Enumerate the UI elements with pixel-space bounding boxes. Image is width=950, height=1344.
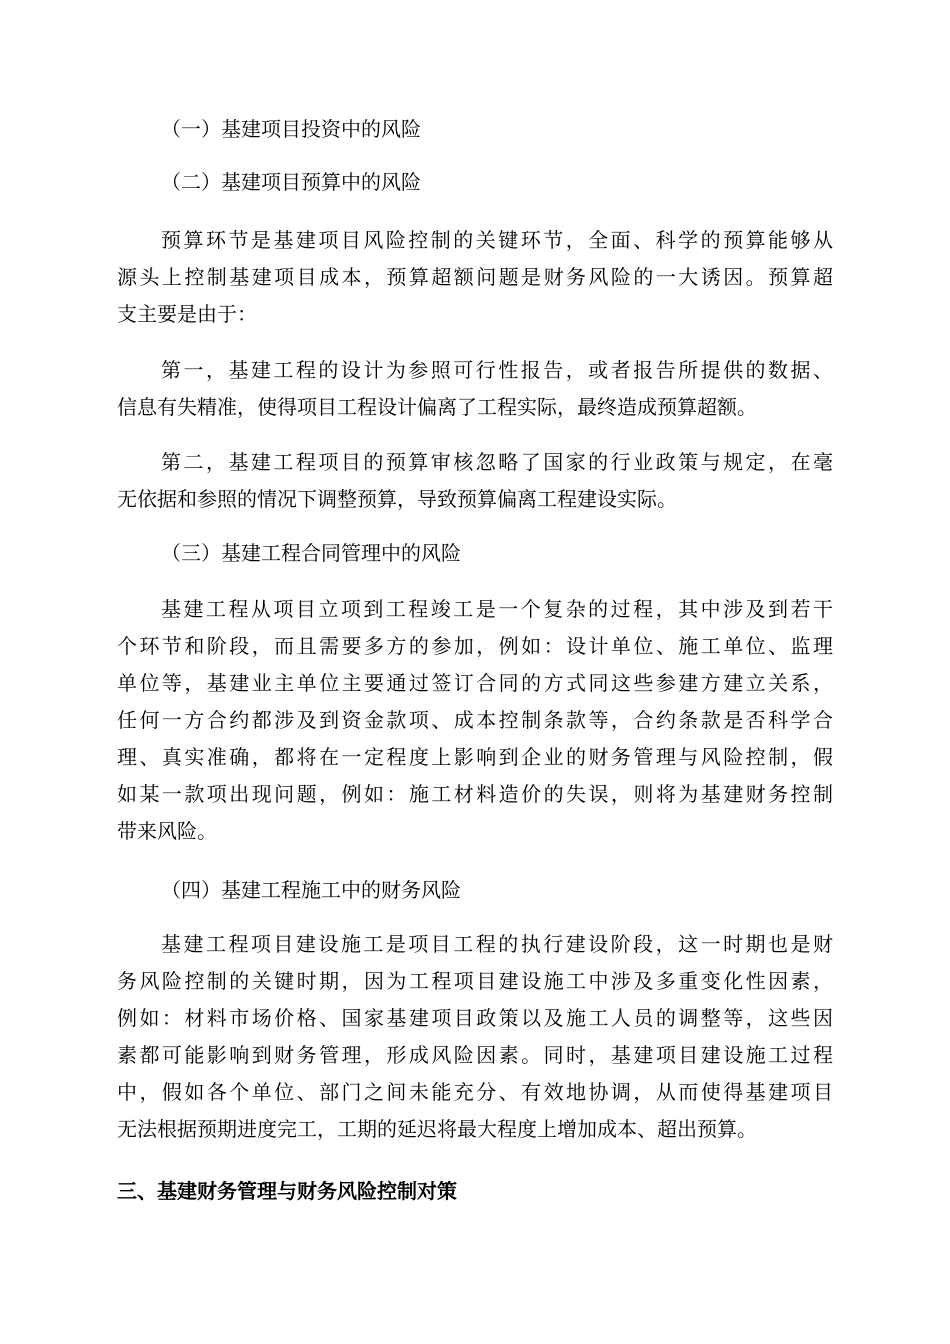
paragraph-line: 例如：材料市场价格、国家基建项目政策以及施工人员的调整等，这些因 [117, 1006, 833, 1030]
subsection-heading-budget-risk: （二）基建项目预算中的风险 [161, 170, 421, 194]
paragraph-line: 信息有失精准，使得项目工程设计偏离了工程实际，最终造成预算超额。 [117, 395, 757, 419]
paragraph-first-reason [117, 352, 833, 426]
paragraph-line: 第二，基建工程项目的预算审核忽略了国家的行业政策与规定，在毫 [161, 450, 833, 474]
paragraph-construction [117, 926, 833, 1148]
subsection-heading-contract-risk: （三）基建工程合同管理中的风险 [161, 541, 461, 565]
paragraph-second-reason [117, 444, 833, 518]
subsection-heading-investment-risk: （一）基建项目投资中的风险 [161, 117, 421, 141]
paragraph-line: 无依据和参照的情况下调整预算，导致预算偏离工程建设实际。 [117, 487, 677, 511]
paragraph-line: 预算环节是基建项目风险控制的关键环节，全面、科学的预算能够从 [161, 228, 833, 252]
paragraph-line: 如某一款项出现问题，例如：施工材料造价的失误，则将为基建财务控制 [117, 782, 833, 806]
paragraph-line: 单位等，基建业主单位主要通过签订合同的方式同这些参建方建立关系， [117, 671, 833, 695]
paragraph-line: 务风险控制的关键时期，因为工程项目建设施工中涉及多重变化性因素， [117, 969, 833, 993]
subsection-heading-construction-risk: （四）基建工程施工中的财务风险 [161, 878, 461, 902]
paragraph-budget-intro [117, 222, 833, 333]
paragraph-line: 任何一方合约都涉及到资金款项、成本控制条款等，合约条款是否科学合 [117, 708, 833, 732]
paragraph-line: 支主要是由于： [117, 302, 257, 326]
paragraph-line: 个环节和阶段，而且需要多方的参加，例如：设计单位、施工单位、监理 [117, 634, 833, 658]
paragraph-line: 基建工程从项目立项到工程竣工是一个复杂的过程，其中涉及到若干 [161, 597, 833, 621]
paragraph-contract [117, 591, 833, 850]
paragraph-line: 中，假如各个单位、部门之间未能充分、有效地协调，从而使得基建项目 [117, 1080, 833, 1104]
paragraph-line: 无法根据预期进度完工，工期的延迟将最大程度上增加成本、超出预算。 [117, 1117, 757, 1141]
paragraph-line: 基建工程项目建设施工是项目工程的执行建设阶段，这一时期也是财 [161, 932, 833, 956]
paragraph-line: 源头上控制基建项目成本，预算超额问题是财务风险的一大诱因。预算超 [117, 265, 833, 289]
paragraph-line: 带来风险。 [117, 819, 217, 843]
paragraph-line: 素都可能影响到财务管理，形成风险因素。同时，基建项目建设施工过程 [117, 1043, 833, 1067]
paragraph-line: 第一，基建工程的设计为参照可行性报告，或者报告所提供的数据、 [161, 358, 833, 382]
paragraph-line: 理、真实准确，都将在一定程度上影响到企业的财务管理与风险控制，假 [117, 745, 833, 769]
section-heading-countermeasures: 三、基建财务管理与财务风险控制对策 [117, 1179, 457, 1203]
